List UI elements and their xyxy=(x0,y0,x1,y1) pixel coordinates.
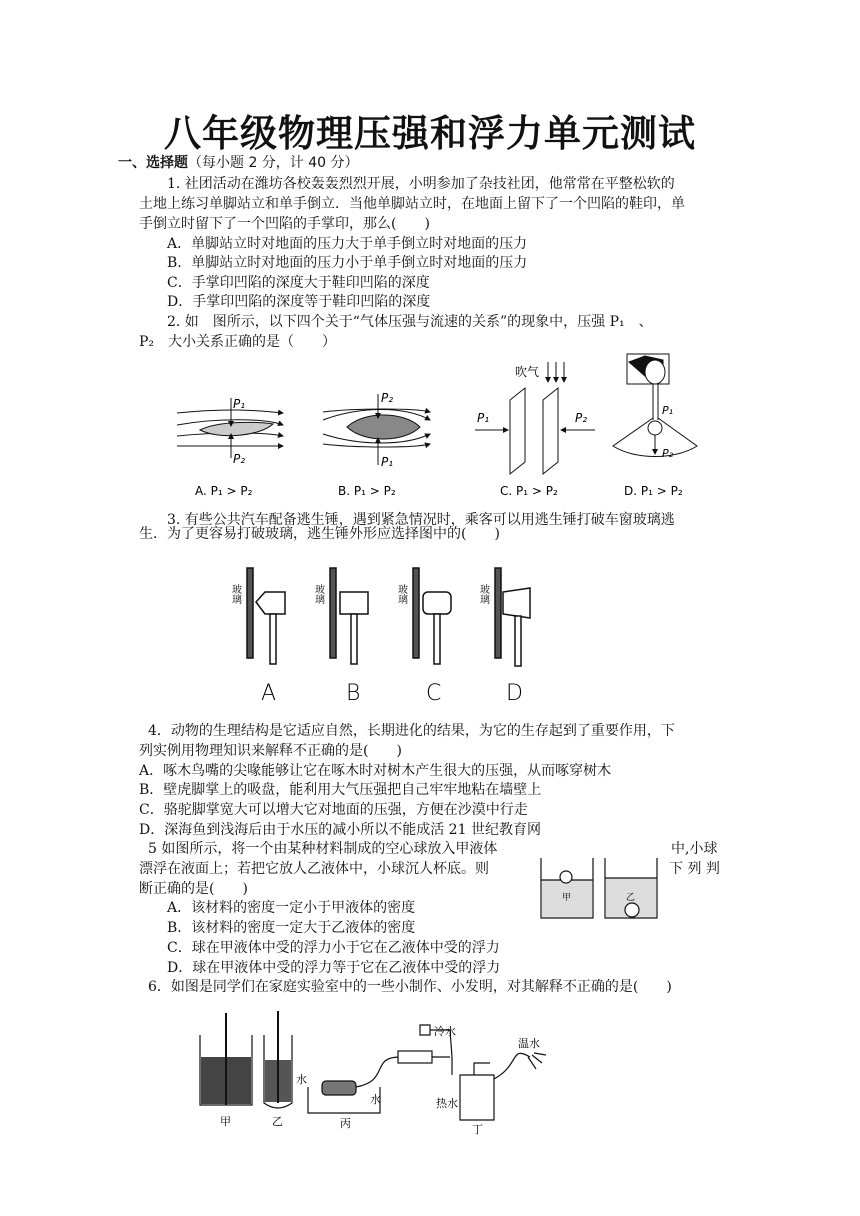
q2-caption-d: D. P₁ > P₂ xyxy=(624,484,683,498)
q6-figure xyxy=(190,1005,560,1135)
q2-blow-label: 吹气 xyxy=(515,365,540,379)
q6-label-water-2: 水 xyxy=(370,1093,381,1106)
q6-label-water: 水 xyxy=(296,1073,307,1086)
q4-line-1: 4．动物的生理结构是它适应自然，长期进化的结果，为它的生存起到了重要作用，下 xyxy=(148,723,675,739)
syringe xyxy=(398,1051,432,1063)
q1-line-3: 手倒立时留下了一个凹陷的手掌印，那么( ) xyxy=(139,216,430,232)
section-heading xyxy=(118,152,359,172)
q6-label-jia: 甲 xyxy=(220,1115,231,1128)
q5-figure xyxy=(535,852,665,922)
q2-figure-a xyxy=(177,398,283,458)
q4-option-c: C．骆驼脚掌宽大可以增大它对地面的压强，方便在沙漠中行走 xyxy=(139,802,528,818)
hammer-handle-a xyxy=(270,614,276,664)
tap xyxy=(420,1025,430,1035)
glass-pane-b xyxy=(330,568,336,658)
q1-line-1: 1. 社团活动在潍坊各校轰轰烈烈开展，小明参加了杂技社团，他常常在平整松软的 xyxy=(167,176,675,192)
hammer-head-d xyxy=(503,588,530,618)
q1-option-b: B．单脚站立时对地面的压力小于单手倒立时对地面的压力 xyxy=(167,255,528,271)
hammer-handle-b xyxy=(351,614,357,664)
q2-figure-b xyxy=(323,394,430,465)
q4-option-b: B．壁虎脚掌上的吸盘，能利用大气压强把自己牢牢地粘在墙壁上 xyxy=(139,782,542,798)
q6-label-hot: 热水 xyxy=(436,1097,458,1110)
q1-option-d: D．手掌印凹陷的深度等于鞋印凹陷的深度 xyxy=(167,294,431,310)
q2-label-b-bottom: P₁ xyxy=(381,455,394,469)
q5-label-yi: 乙 xyxy=(626,893,636,903)
q4-line-2: 列实例用物理知识来解释不正确的是( ) xyxy=(139,743,402,759)
q2-caption-c: C. P₁ > P₂ xyxy=(500,484,558,498)
hammer-head-c xyxy=(423,592,451,614)
q1-option-a: A．单脚站立时对地面的压力大于单手倒立时对地面的压力 xyxy=(167,236,528,252)
section-title: 一、选择题 xyxy=(118,155,188,171)
q3-line-1: 3. 有些公共汽车配备逃生锤，遇到紧急情况时，乘客可以用逃生锤打破车窗玻璃逃 xyxy=(167,512,675,528)
q5-line-3: 断正确的是( ) xyxy=(139,881,248,897)
glass-pane-c xyxy=(413,568,419,658)
ball-sunk xyxy=(625,903,639,917)
q2-label-c-left: P₁ xyxy=(477,411,490,425)
q2-line-1: 2. 如 图所示，以下四个关于“气体压强与流速的关系”的现象中，压强 P₁ 、 xyxy=(167,314,653,330)
glass-pane-d xyxy=(495,568,501,658)
glass-pane-a xyxy=(247,568,253,658)
hammer-handle-d xyxy=(515,616,521,666)
q6-line: 6．如图是同学们在家庭实验室中的一些小制作、小发明，对其解释不正确的是( ) xyxy=(148,979,672,995)
page-title: 八年级物理压强和浮力单元测试 xyxy=(164,112,696,155)
q5-line-1a: 5 如图所示，将一个由某种材料制成的空心球放入甲液体 xyxy=(148,841,498,857)
bottle-bing xyxy=(322,1081,356,1095)
q3-option-a: A xyxy=(261,681,277,706)
q3-figure xyxy=(225,562,555,707)
hammer-handle-c xyxy=(434,614,440,664)
q2-caption-b: B. P₁ > P₂ xyxy=(338,484,396,498)
section-note: （每小题 2 分，计 40 分） xyxy=(188,155,359,171)
glass-label-a: 玻璃 xyxy=(229,584,241,604)
container-ding xyxy=(460,1075,494,1120)
q5-label-jia: 甲 xyxy=(562,893,572,903)
glass-label-b: 玻璃 xyxy=(312,584,324,604)
q6-label-ding: 丁 xyxy=(472,1123,483,1135)
q6-label-bing: 丙 xyxy=(340,1117,351,1130)
q5-line-2b: 下 列 判 xyxy=(669,861,720,877)
q5-option-c: C．球在甲液体中受的浮力小于它在乙液体中受的浮力 xyxy=(167,940,500,956)
q2-label-c-right: P₂ xyxy=(575,411,588,425)
q3-option-d: D xyxy=(506,681,523,706)
q6-label-warm: 温水 xyxy=(518,1037,540,1050)
q5-option-a: A．该材料的密度一定小于甲液体的密度 xyxy=(167,900,416,916)
q2-label-d-top: P₁ xyxy=(662,404,674,417)
q2-figure xyxy=(165,350,725,505)
q2-label-a-bottom: P₂ xyxy=(233,452,246,466)
q2-figure-d xyxy=(613,354,697,457)
q5-line-1b: 中,小球 xyxy=(671,841,718,857)
q5-line-2a: 漂浮在液面上；若把它放人乙液体中，小球沉人杯底。则 xyxy=(139,861,489,877)
ball-floating xyxy=(560,871,572,883)
hammer-head-a xyxy=(256,592,285,614)
glass-label-c: 玻璃 xyxy=(395,584,407,604)
q1-line-2: 土地上练习单脚站立和单手倒立．当他单脚站立时，在地面上留下了一个凹陷的鞋印，单 xyxy=(139,196,685,212)
q4-option-d: D．深海鱼到浅海后由于水压的减小所以不能成活 21 世纪教育网 xyxy=(139,822,541,838)
q4-option-a: A．啄木鸟嘴的尖喙能够让它在啄木时对树木产生很大的压强，从而啄穿树木 xyxy=(139,763,612,779)
q5-option-b: B．该材料的密度一定大于乙液体的密度 xyxy=(167,920,416,936)
q1-option-c: C．手掌印凹陷的深度大于鞋印凹陷的深度 xyxy=(167,275,430,291)
q3-line-2: 生．为了更容易打破玻璃，逃生锤外形应选择图中的( ) xyxy=(139,526,500,542)
q2-label-b-top: P₂ xyxy=(381,391,394,405)
q2-caption-a: A. P₁ > P₂ xyxy=(195,484,253,498)
q3-option-c: C xyxy=(426,681,442,706)
q2-label-a-top: P₁ xyxy=(233,397,246,411)
q6-label-yi: 乙 xyxy=(272,1115,283,1128)
glass-label-d: 玻璃 xyxy=(477,584,489,604)
q3-option-b: B xyxy=(346,681,361,706)
q2-line-2: P₂ 大小关系正确的是（ ） xyxy=(139,334,337,350)
q2-label-d-bottom: P₂ xyxy=(662,447,674,460)
q6-label-cold: 冷水 xyxy=(434,1025,456,1038)
q5-option-d: D．球在甲液体中受的浮力等于它在乙液体中受的浮力 xyxy=(167,960,501,976)
hammer-head-b xyxy=(340,592,368,614)
